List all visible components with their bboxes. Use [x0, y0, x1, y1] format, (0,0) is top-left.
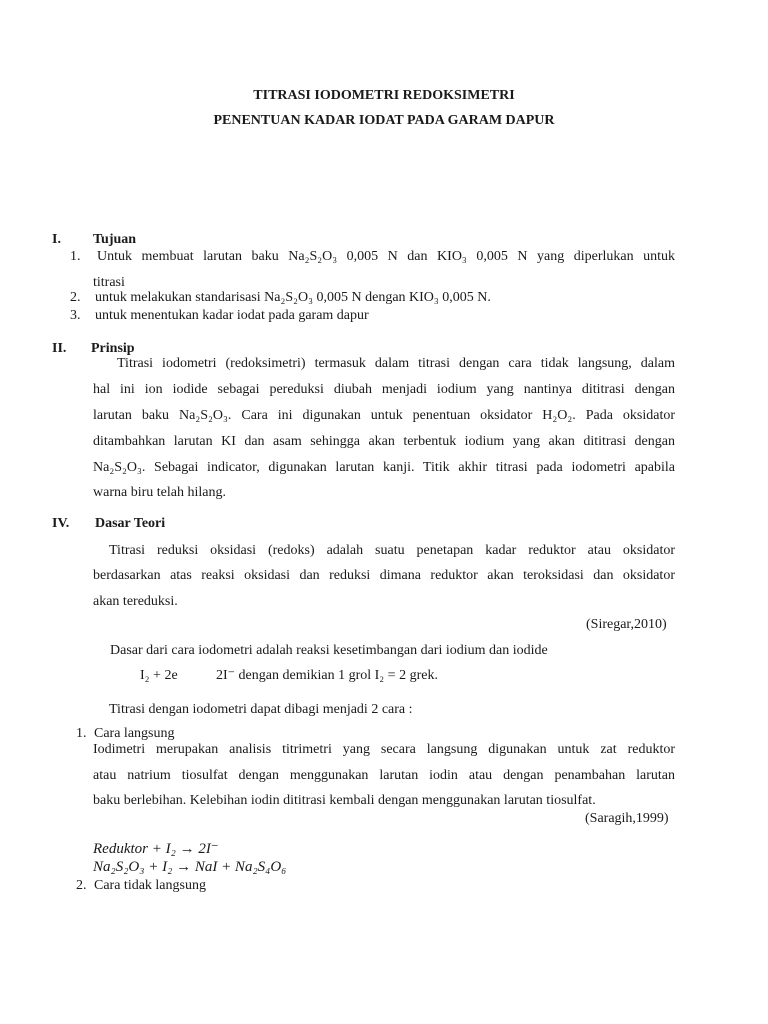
dasar-teori-line-1: Titrasi reduksi oksidasi (redoks) adalah suatu penetapan kadar reduktor atau oksidator — [109, 543, 675, 558]
dasar-iodometri-text: Dasar dari cara iodometri adalah reaksi kesetimbangan dari iodium dan iodide — [110, 643, 548, 658]
prinsip-line-2: hal ini ion iodide sebagai pereduksi diubah menjadi iodium yang nantinya dititrasi dengan — [93, 382, 675, 397]
reaction-thiosulfate: Na₂S₂O₃ + I₂ → NaI + Na₂S₄O₆ — [93, 859, 287, 875]
prinsip-line-4: ditambahkan larutan KI dan asam sehingga akan terbentuk iodium yang akan dititrasi dengan — [93, 434, 675, 449]
section-4-number: IV. — [52, 516, 70, 531]
cara-1-line-3: baku berlebihan. Kelebihan iodin dititrasi kembali dengan menggunakan larutan tiosulfat. — [93, 793, 596, 808]
section-1-heading: Tujuan — [93, 232, 137, 247]
tujuan-item-2-text: untuk melakukan standarisasi Na₂S₂O₃ 0,005 N dengan KIO₃ 0,005 N. — [95, 290, 491, 305]
tujuan-item-2-number: 2. — [70, 290, 81, 305]
section-4-heading: Dasar Teori — [95, 516, 166, 531]
prinsip-line-6: warna biru telah hilang. — [93, 485, 226, 500]
section-2-number: II. — [52, 341, 67, 356]
cara-1-number: 1. — [76, 726, 87, 741]
cara-1-line-2: atau natrium tiosulfat dengan menggunakan larutan iodin atau dengan penambahan larutan — [93, 768, 675, 783]
citation-saragih: (Saragih,1999) — [585, 811, 669, 826]
dasar-teori-line-3: akan tereduksi. — [93, 594, 178, 609]
cara-2-title: Cara tidak langsung — [94, 878, 206, 893]
tujuan-item-1-line2: titrasi — [93, 275, 125, 290]
document-title: TITRASI IODOMETRI REDOKSIMETRI — [253, 88, 515, 103]
titrasi-dua-cara-text: Titrasi dengan iodometri dapat dibagi menjadi 2 cara : — [109, 702, 413, 717]
tujuan-item-1-number: 1. — [70, 249, 81, 264]
section-2-heading: Prinsip — [91, 341, 135, 356]
prinsip-line-3: larutan baku Na₂S₂O₃. Cara ini digunakan untuk penentuan oksidator H₂O₂. Pada oksidator — [93, 408, 675, 423]
cara-2-number: 2. — [76, 878, 87, 893]
tujuan-item-3-text: untuk menentukan kadar iodat pada garam dapur — [95, 308, 369, 323]
cara-1-title: Cara langsung — [94, 726, 175, 741]
equation-right: 2I⁻ dengan demikian 1 grol I₂ = 2 grek. — [216, 668, 438, 683]
equation-left: I₂ + 2e — [140, 668, 178, 683]
tujuan-item-3-number: 3. — [70, 308, 81, 323]
dasar-teori-line-2: berdasarkan atas reaksi oksidasi dan reduksi dimana reduktor akan teroksidasi dan oksidator — [93, 568, 675, 583]
cara-1-line-1: Iodimetri merupakan analisis titrimetri yang secara langsung digunakan untuk zat reduktor — [93, 742, 675, 757]
section-1-number: I. — [52, 232, 61, 247]
prinsip-line-5: Na₂S₂O₃. Sebagai indicator, digunakan larutan kanji. Titik akhir titrasi pada iodometri apabila — [93, 460, 675, 475]
citation-siregar: (Siregar,2010) — [586, 617, 667, 632]
tujuan-item-1-line1: Untuk membuat larutan baku Na₂S₂O₃ 0,005 N dan KIO₃ 0,005 N yang diperlukan untuk — [97, 249, 675, 264]
document-subtitle: PENENTUAN KADAR IODAT PADA GARAM DAPUR — [213, 113, 555, 128]
prinsip-line-1: Titrasi iodometri (redoksimetri) termasuk dalam titrasi dengan cara tidak langsung, dalam — [117, 356, 675, 371]
reaction-reduktor: Reduktor + I₂ → 2I⁻ — [93, 841, 219, 857]
